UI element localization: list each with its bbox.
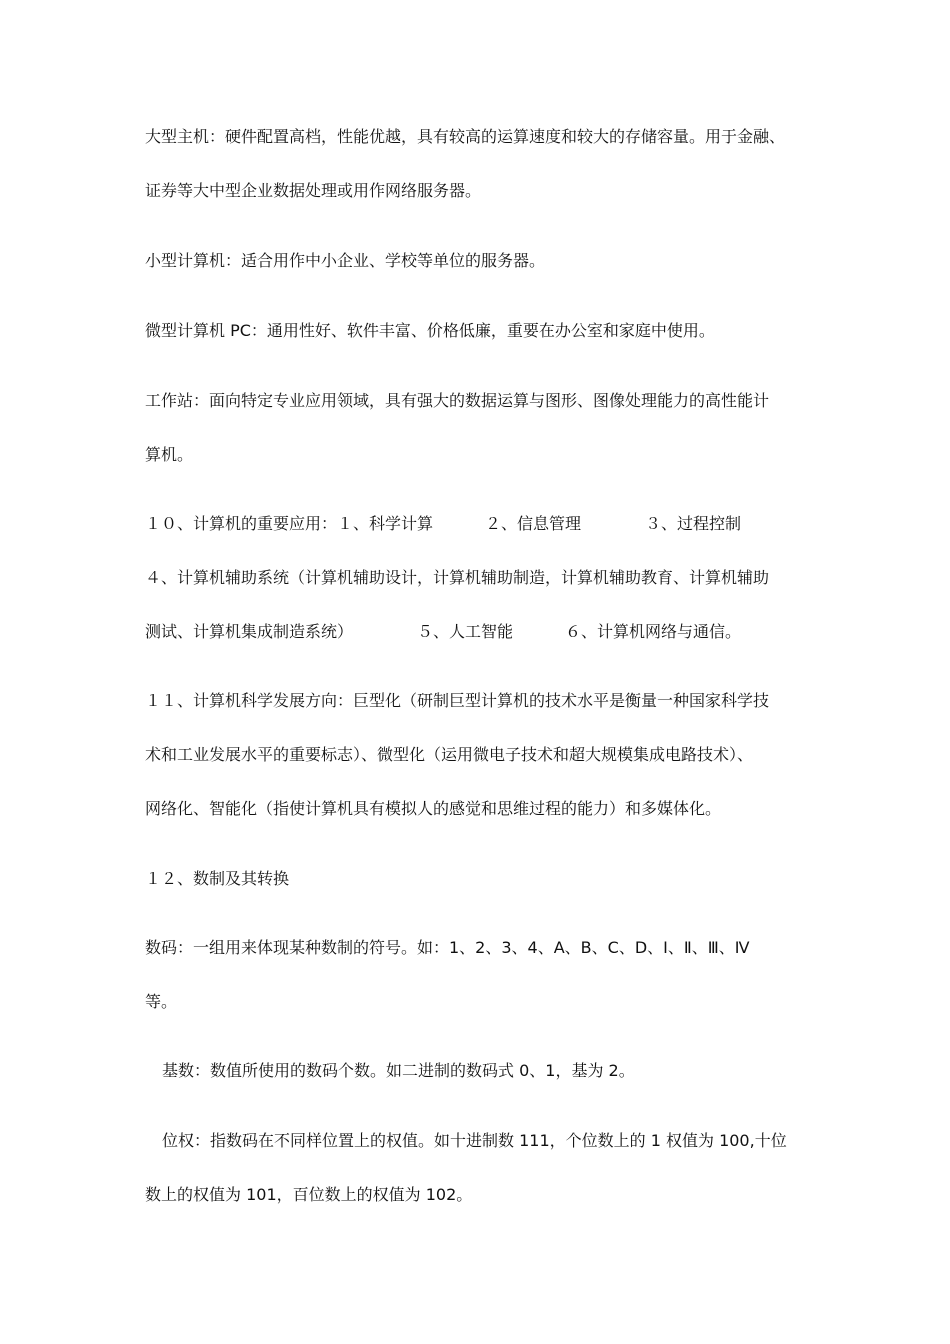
application-item-2: ２、信息管理 — [485, 514, 582, 533]
paragraph-mainframe-line2: 证券等大中型企业数据处理或用作网络服务器。 — [145, 181, 482, 200]
application-item-1: １０、计算机的重要应用：１、科学计算 — [145, 514, 434, 533]
paragraph-applications-line1 — [145, 513, 741, 535]
paragraph-digits-line2: 等。 — [145, 992, 178, 1011]
application-item-3: ３、过程控制 — [645, 514, 742, 533]
paragraph-trends-line3: 网络化、智能化（指使计算机具有模拟人的感觉和思维过程的能力）和多媒体化。 — [145, 799, 722, 818]
paragraph-weight-line2: 数上的权值为 101，百位数上的权值为 102。 — [145, 1185, 473, 1204]
paragraph-minicomputer: 小型计算机：适合用作中小企业、学校等单位的服务器。 — [145, 251, 546, 270]
application-item-5: ５、人工智能 — [417, 622, 514, 641]
paragraph-trends-line2: 术和工业发展水平的重要标志）、微型化（运用微电子技术和超大规模集成电路技术）、 — [145, 745, 754, 764]
paragraph-applications-line3 — [145, 621, 741, 643]
section-heading-number-systems: １２、数制及其转换 — [145, 869, 290, 888]
paragraph-applications-line2: ４、计算机辅助系统（计算机辅助设计，计算机辅助制造，计算机辅助教育、计算机辅助 — [145, 568, 770, 587]
paragraph-workstation-line2: 算机。 — [145, 445, 194, 464]
paragraph-radix: 基数：数值所使用的数码个数。如二进制的数码式 0、1，基为 2。 — [162, 1061, 635, 1080]
paragraph-mainframe-line1: 大型主机：硬件配置高档，性能优越，具有较高的运算速度和较大的存储容量。用于金融、 — [145, 127, 786, 146]
application-item-6: ６、计算机网络与通信。 — [565, 622, 742, 641]
application-item-4-end: 测试、计算机集成制造系统） — [145, 622, 354, 641]
paragraph-weight-line1: 位权：指数码在不同样位置上的权值。如十进制数 111，个位数上的 1 权值为 100,十位 — [162, 1131, 787, 1150]
paragraph-digits-line1: 数码：一组用来体现某种数制的符号。如：1、2、3、4、A、B、C、D、Ⅰ、Ⅱ、Ⅲ、Ⅳ — [145, 938, 750, 957]
paragraph-microcomputer: 微型计算机 PC：通用性好、软件丰富、价格低廉，重要在办公室和家庭中使用。 — [145, 321, 715, 340]
paragraph-workstation-line1: 工作站：面向特定专业应用领域，具有强大的数据运算与图形、图像处理能力的高性能计 — [145, 391, 770, 410]
paragraph-trends-line1: １１、计算机科学发展方向：巨型化（研制巨型计算机的技术水平是衡量一种国家科学技 — [145, 691, 770, 710]
